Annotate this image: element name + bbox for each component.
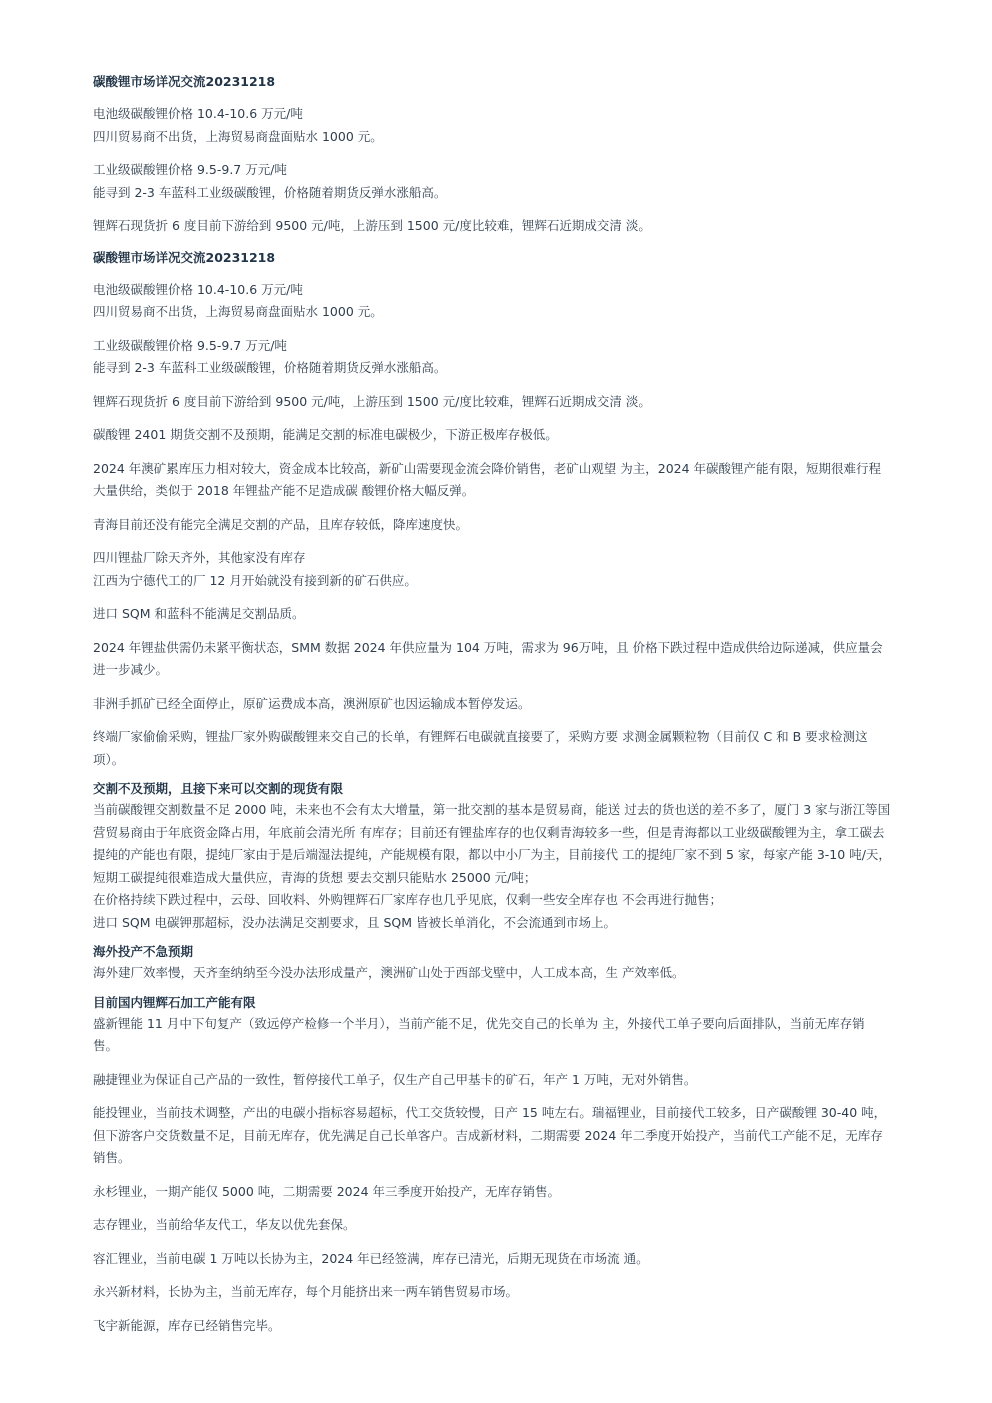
paragraph: 永杉锂业，一期产能仅 5000 吨，二期需要 2024 年三季度开始投产，无库存销售。 [93,1183,561,1199]
paragraph: 锂辉石现货折 6 度目前下游给到 9500 元/吨，上游压到 1500 元/度比较难，锂辉石近期成交清 淡。 [93,218,651,233]
paragraph: 四川锂盐厂除天齐外，其他家没有库存 江西为宁德代工的厂 12 月开始就没有接到新的矿石供应。 [93,550,417,588]
section-heading: 目前国内锂辉石加工产能有限 [93,994,256,1010]
document-title: 碳酸锂市场详况交流20231218 [93,74,276,89]
paragraph: 电池级碳酸锂价格 10.4-10.6 万元/吨 四川贸易商不出货，上海贸易商盘面贴水 1000 元。 [93,106,383,144]
paragraph: 飞宇新能源，库存已经销售完毕。 [93,1317,281,1333]
paragraph: 融捷锂业为保证自己产品的一致性，暂停接代工单子，仅生产自己甲基卡的矿石，年产 1 万吨，无对外销售。 [93,1071,697,1087]
paragraph: 锂辉石现货折 6 度目前下游给到 9500 元/吨，上游压到 1500 元/度比较难，锂辉石近期成交清 淡。 [93,393,651,409]
paragraph: 容汇锂业，当前电碳 1 万吨以长协为主，2024 年已经签满，库存已清光，后期无现货在市场流 通。 [93,1250,649,1266]
paragraph: 永兴新材料，长协为主，当前无库存，每个月能挤出来一两车销售贸易市场。 [93,1284,519,1299]
paragraph: 终端厂家偷偷采购，锂盐厂家外购碳酸锂来交自己的长单，有锂辉石电碳就直接要了，采购方要 求测金属颗粒物（目前仅 C 和 B 要求检测这 项）。 [93,729,868,767]
paragraph: 志存锂业，当前给华友代工，华友以优先套保。 [93,1217,356,1232]
paragraph: 工业级碳酸锂价格 9.5-9.7 万元/吨 能寻到 2-3 车蓝科工业级碳酸锂，价格随着期货反弹水涨船高。 [93,337,447,375]
paragraph: 能投锂业，当前技术调整，产出的电碳小指标容易超标，代工交货较慢，日产 15 吨左右。瑞福锂业，目前接代工较多，日产碳酸锂 30-40 吨， 但下游客户交货数量不足，目前无库存，优先满足自己长单客户。吉成新材料，二期需要 2024 年二季度开始投产，当前代工产能不足，无库存 销售。 [93,1105,887,1165]
paragraph: 进口 SQM 和蓝科不能满足交割品质。 [93,606,305,621]
paragraph: 电池级碳酸锂价格 10.4-10.6 万元/吨 四川贸易商不出货，上海贸易商盘面贴水 1000 元。 [93,281,383,319]
document-title-repeat: 碳酸锂市场详况交流20231218 [93,249,276,265]
paragraph: 2024 年锂盐供需仍未紧平衡状态，SMM 数据 2024 年供应量为 104 万吨，需求为 96万吨，且 价格下跌过程中造成供给边际递减，供应量会 进一步减少。 [93,639,883,677]
paragraph: 2024 年澳矿累库压力相对较大，资金成本比较高，新矿山需要现金流会降价销售，老矿山观望 为主，2024 年碳酸锂产能有限，短期很难行程 大量供给，类似于 2018 年锂盐产能不足造成碳 酸锂价格大幅反弹。 [93,460,882,498]
paragraph: 青海目前还没有能完全满足交割的产品，且库存较低，降库速度快。 [93,516,469,532]
section-heading: 交割不及预期，且接下来可以交割的现货有限 [93,781,344,796]
paragraph: 工业级碳酸锂价格 9.5-9.7 万元/吨 能寻到 2-3 车蓝科工业级碳酸锂，价格随着期货反弹水涨船高。 [93,162,447,200]
paragraph: 海外建厂效率慢，天齐奎纳纳至今没办法形成量产，澳洲矿山处于西部戈壁中，人工成本高，生 产效率低。 [93,965,685,980]
section-heading: 海外投产不急预期 [93,944,194,959]
paragraph: 碳酸锂 2401 期货交割不及预期，能满足交割的标准电碳极少，下游正极库存极低。 [93,427,558,442]
paragraph: 非洲手抓矿已经全面停止，原矿运费成本高，澳洲原矿也因运输成本暂停发运。 [93,695,531,711]
paragraph: 盛新锂能 11 月中下旬复产（致远停产检修一个半月），当前产能不足，优先交自己的长单为 主，外接代工单子要向后面排队，当前无库存销 售。 [93,1015,865,1053]
paragraph: 当前碳酸锂交割数量不足 2000 吨，未来也不会有太大增量，第一批交割的基本是贸易商，能送 过去的货也送的差不多了，厦门 3 家与浙江等国 营贸易商由于年底资金降占用，年底前会清光所 有库存；目前还有锂盐库存的也仅剩青海较多一些，但是青海都以工业级碳酸锂为主，拿工碳去 提纯的产能也有限，提纯厂家由于是后端湿法提纯，产能规模有限，都以中小厂为主，目前接代 工的提纯厂家不到 5 家，每家产能 3-10 吨/天， 短期工碳提纯很难造成大量供应，青海的货想 要去交割只能贴水 25000 元/吨； 在价格持续下跌过程中，云母、回收料、外购锂辉石厂家库存也几乎见底，仅剩一些安全库存也 不会再进行抛售； 进口 SQM 电碳钾那超标，没办法满足交割要求，且 SQM 皆被长单消化，不会流通到市场上。 [93,802,891,930]
document-body [93,72,943,1337]
